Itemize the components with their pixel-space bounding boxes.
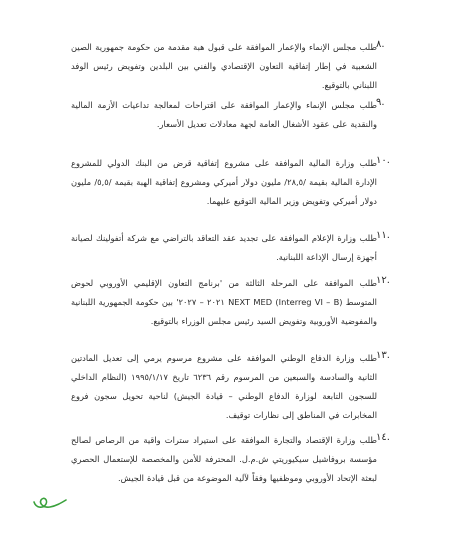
item-text: طلب وزارة الإقتصاد والتجارة الموافقة على استيراد سترات واقية من الرصاص لصالح مؤسسة بروفاشيل سيكيوريتي ش.م.ل. المحترفة للأمن والمخصصة للإستعمال الحصري لبعثة الإتحاد الأوروبي وموظفيها وفقاً لآلية الموضوعة من قبل قيادة الجيش.	[71, 435, 377, 483]
item-number: ١٤.	[376, 432, 390, 443]
item-text: طلب وزارة الإعلام الموافقة على تجديد عقد التعاقد بالتراضي مع شركة أتفولينك لصيانة أجهزة إرسال الإذاعة اللبنانية.	[71, 233, 377, 262]
item-text: طلب مجلس الإنماء والإعمار الموافقة على اقتراحات لمعالجة تداعيات الأزمة المالية والنقدية على عقود الأشغال العامة لجهة معادلات تعديل الأسعار.	[71, 100, 377, 129]
item-number: ١٣.	[376, 350, 390, 361]
item-number: ٩.	[376, 97, 385, 108]
item-text: طلب وزارة المالية الموافقة على مشروع إتفاقية قرض من البنك الدولي للمشروع الإدارة المالية بقيمة /٢٨,٥/ مليون دولار أميركي ومشروع إتفاقية الهبة بقيمة /٥,٥/ مليون دولار أميركي وتفويض وزير المالية التوقيع عليهما.	[71, 158, 377, 206]
item-number: ١٠.	[376, 155, 390, 166]
item-text: طلب وزارة الدفاع الوطني الموافقة على مشروع مرسوم يرمي إلى تعديل المادتين الثانية والسادسة والسبعين من المرسوم رقم ٦٢٣٦ تاريخ ١٩٩٥/١/١٧ (النظام الداخلي للسجون التابعة لوزارة الدفاع الوطني – قيادة الجيش) لناحية تحويل سجون فروع المخابرات في المناطق إلى نظارات توقيف.	[71, 353, 377, 420]
item-number: ١١.	[376, 230, 390, 241]
signature-mark	[32, 486, 68, 512]
item-number: ٨.	[376, 39, 385, 50]
item-text: طلب مجلس الإنماء والإعمار الموافقة على قبول هبة مقدمة من حكومة جمهورية الصين الشعبية في إطار إتفاقية التعاون الإقتصادي والفني بين البلدين وتفويض رئيس الوفد اللبناني بالتوقيع.	[71, 42, 377, 90]
item-number: ١٢.	[376, 275, 390, 286]
item-text: طلب الموافقة على المرحلة الثالثة من 'برنامج التعاون الإقليمي الأوروبي لحوض المتوسط (Interreg VI – B) NEXT MED ٢٠٢١ – ٢٠٢٧' بين حكومة الجمهورية اللبنانية والمفوضية الأوروبية وتفويض السيد رئيس مجلس الوزراء بالتوقيع.	[71, 278, 377, 326]
